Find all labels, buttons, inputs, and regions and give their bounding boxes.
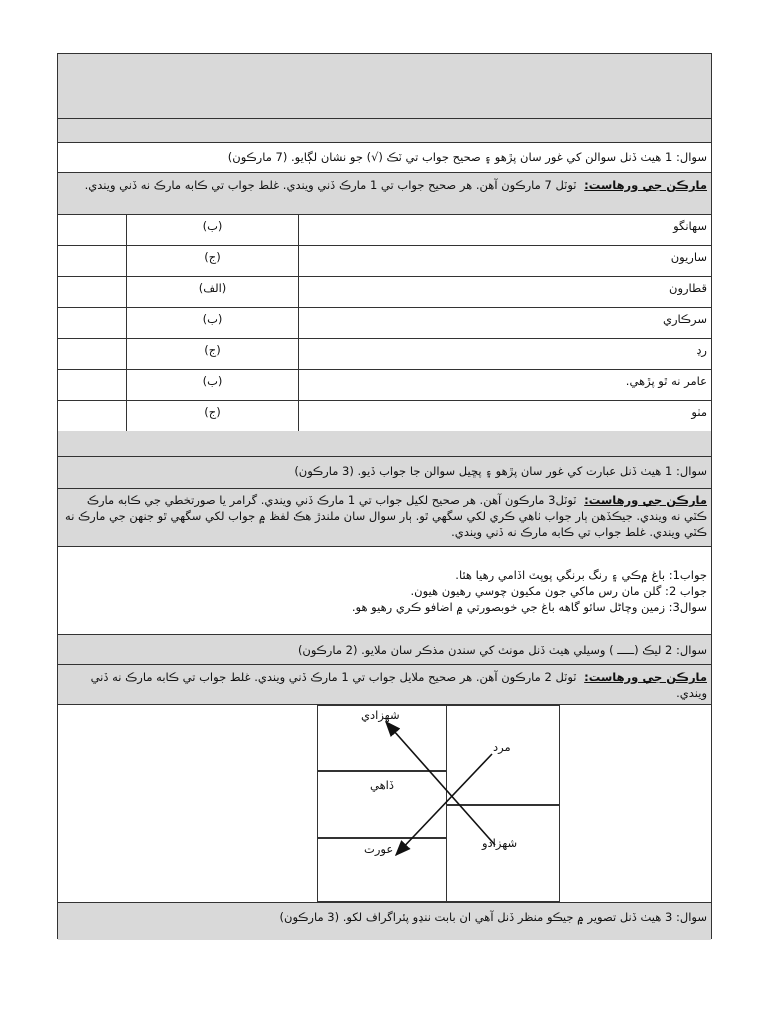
q1-question: [58, 143, 711, 173]
match-line-mard-aurat: [396, 754, 492, 855]
q1-answer-empty-cell: [58, 370, 126, 400]
q2-question: [58, 635, 711, 665]
q1-answer-word: سهانگو: [298, 215, 713, 245]
q1-answer-word: سرڪاري: [298, 308, 713, 338]
match-right-word-1: مرد: [493, 740, 511, 754]
match-left-word-2: ڏاهي: [370, 778, 394, 792]
q2-matching-area: [58, 705, 711, 902]
spacer-row: [58, 119, 711, 143]
q2-marking-text: ٽوٽل 2 مارڪون آهن. هر صحيح ملايل جواب تي 1 مارڪ ڏني ويندي. غلط جواب تي ڪابه مارڪ نه ڏني ويندي.: [90, 670, 707, 700]
q1-answer-row: [58, 215, 711, 246]
q1-answer-row: [58, 370, 711, 401]
q1-answer-empty-cell: [58, 215, 126, 245]
match-line-shahzado-shahzadi: [386, 722, 495, 845]
q1b-question-text: سوال: 1 هيٺ ڏنل عبارت کي غور سان پڙهو ۽ پڇيل سوالن جا جواب ڏيو. (3 مارڪون): [294, 464, 707, 478]
match-right-word-2: شهزادو: [482, 836, 518, 850]
q1b-marking-text: ٽوٽل3 مارڪون آهن. هر صحيح لکيل جواب تي 1 مارڪ ڏني ويندي. گرامر يا صورتخطي جي ڪابه مارڪ ڪٽي نه ويندي. جيڪڏهن ٻار جواب ٺاهي ڪري لکي سگهي ٿو. ٻار سوال سان ملندڙ هڪ لفظ ۾ جواب لکي سگهي ٿو جنهن جي مارڪ نه ڪٽي ويندي. غلط جواب تي ڪابه مارڪ نه ڏني ويندي.: [65, 493, 707, 539]
q2-marking-heading: مارڪن جي ورهاست:: [584, 670, 707, 684]
q1-answer-empty-cell: [58, 277, 126, 307]
q1-question-text: سوال: 1 هيٺ ڏنل سوالن کي غور سان پڙهو ۽ صحيح جواب تي ٽڪ (√) جو نشان لڳايو. (7 مارڪون): [227, 150, 707, 164]
q1-answer-empty-cell: [58, 401, 126, 431]
q1-answer-empty-cell: [58, 339, 126, 369]
q1-answer-option: (ب): [126, 215, 298, 245]
q1b-answer-2: جواب 2: گلن مان رس ماکي جون مکيون چوسي رهيون هيون.: [410, 584, 707, 598]
q1-marking-text: ٽوٽل 7 مارڪون آهن. هر صحيح جواب تي 1 مارڪ ڏني ويندي. غلط جواب تي ڪابه مارڪ نه ڏني ويندي.: [84, 178, 577, 192]
match-lines: [58, 705, 713, 902]
q1-answer-row: [58, 246, 711, 277]
header-blank-row: [58, 54, 711, 119]
q1b-answers: [58, 547, 711, 635]
q1-answer-option: (ج): [126, 401, 298, 431]
q1-answer-row: [58, 308, 711, 339]
match-left-word-3: عورت: [364, 842, 394, 856]
match-left-word-1: شهزادي: [361, 708, 400, 722]
q1-answer-option: (ب): [126, 370, 298, 400]
q1b-answer-1: جواب1: باغ ۾ڪي ۽ رنگ برنگي پوپٽ اڏامي رهيا هئا.: [455, 568, 707, 582]
q1b-marking-heading: مارڪن جي ورهاست:: [584, 493, 707, 507]
q1-answer-option: (ج): [126, 246, 298, 276]
q1b-marking: [58, 489, 711, 547]
q1-answer-option: (ج): [126, 339, 298, 369]
q1-answer-word: ساريون: [298, 246, 713, 276]
q1-answer-word: مٺو: [298, 401, 713, 431]
q1-answer-row: [58, 339, 711, 370]
q1-answer-row: [58, 277, 711, 308]
q1-marking-heading: مارڪن جي ورهاست:: [584, 178, 707, 192]
answer-key-table: [57, 53, 712, 939]
q1-answer-option: (الف): [126, 277, 298, 307]
q2-marking: [58, 665, 711, 705]
q1-answer-row: [58, 401, 711, 432]
q2-question-text: سوال: 2 ليڪ (ـــــ ) وسيلي هيٺ ڏنل مونث کي سندن مذڪر سان ملايو. (2 مارڪون): [297, 643, 707, 657]
q3-question: [58, 902, 711, 940]
q1-answer-empty-cell: [58, 246, 126, 276]
q1b-answer-3: سوال3: زمين وچاڻل سائو گاهه باغ جي خوبصورتي ۾ اضافو ڪري رهيو هو.: [351, 600, 707, 614]
q1b-question: [58, 457, 711, 489]
q1-answer-word: عامر نه ٿو پڙهي.: [298, 370, 713, 400]
q1-answer-word: رڍ: [298, 339, 713, 369]
spacer-row-2: [58, 431, 711, 457]
q3-question-text: سوال: 3 هيٺ ڏنل تصوير ۾ جيڪو منظر ڏنل آهي ان بابت ننڍو پئراگراف لکو. (3 مارڪون): [279, 910, 707, 924]
q1-answer-option: (ب): [126, 308, 298, 338]
q1-answer-empty-cell: [58, 308, 126, 338]
q1-answer-word: قطارون: [298, 277, 713, 307]
q1-marking: [58, 173, 711, 215]
